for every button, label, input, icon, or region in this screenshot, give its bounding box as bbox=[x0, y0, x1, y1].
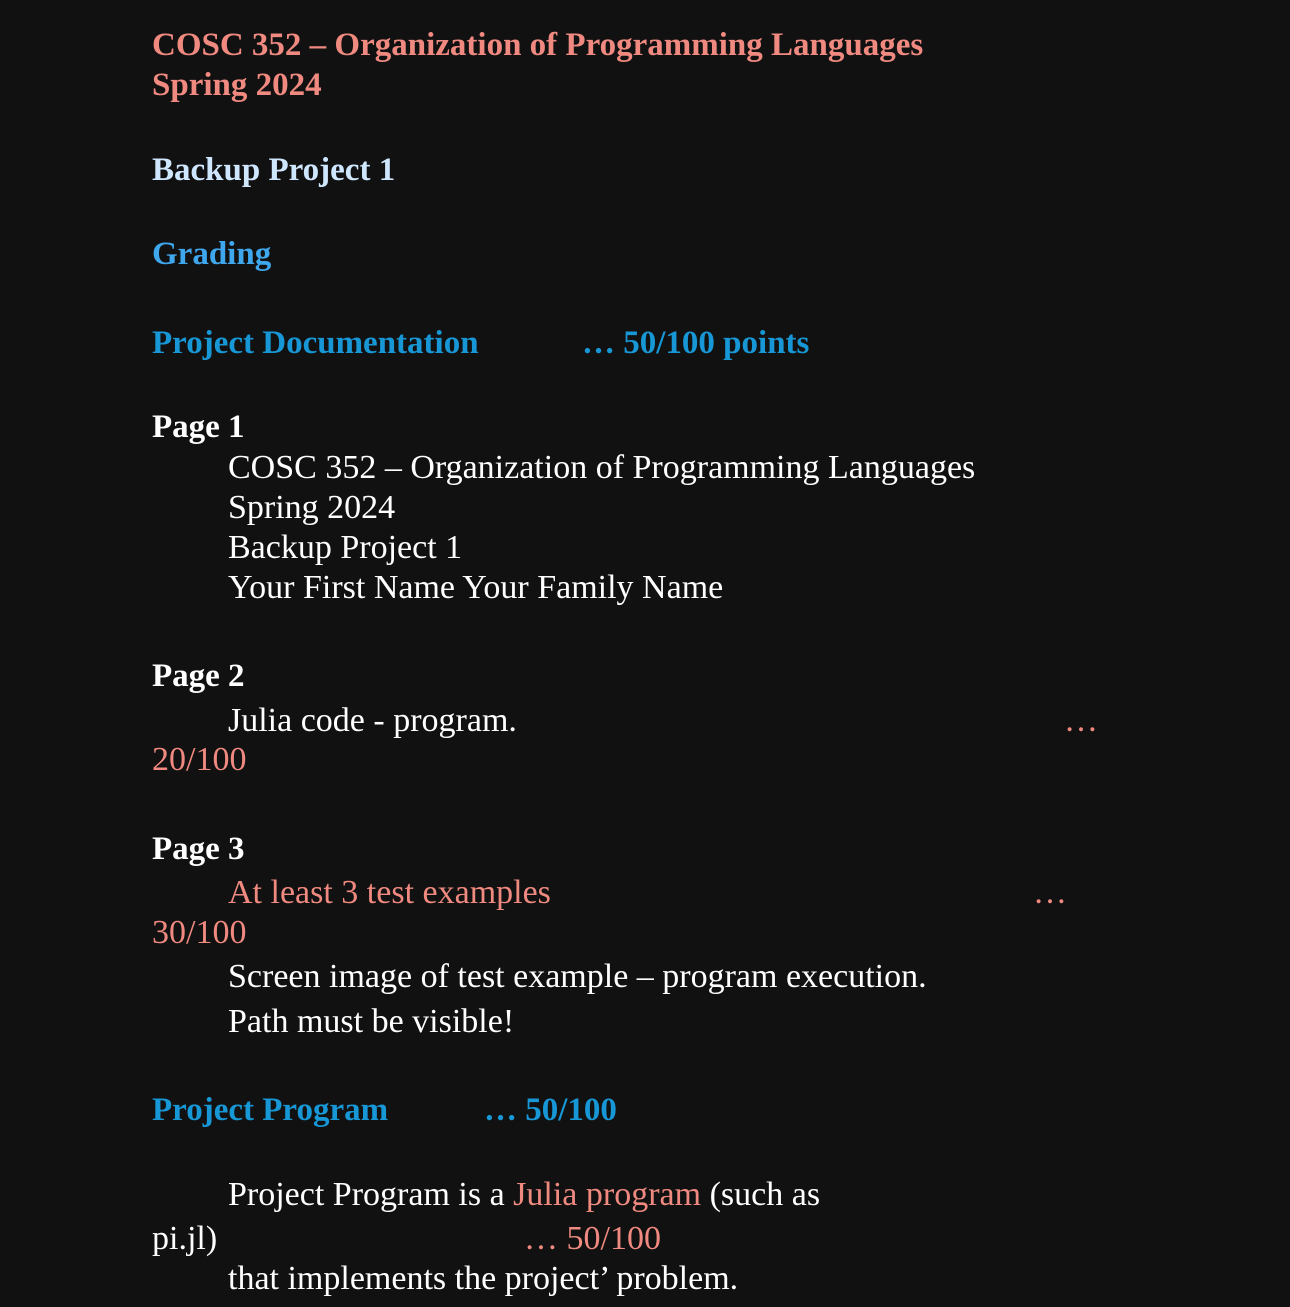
page1-line: Your First Name Your Family Name bbox=[228, 569, 724, 606]
page3-dots: … bbox=[1033, 874, 1067, 911]
program-desc-line2: pi.jl) bbox=[152, 1220, 218, 1257]
program-desc-highlight: Julia program bbox=[513, 1176, 702, 1213]
documentation-points: … 50/100 points bbox=[582, 325, 810, 361]
course-title: COSC 352 – Organization of Programming Languages bbox=[152, 27, 924, 63]
page2-dots: … bbox=[1064, 702, 1098, 739]
program-desc-points: … 50/100 bbox=[524, 1220, 661, 1257]
semester: Spring 2024 bbox=[152, 67, 322, 103]
project-title: Backup Project 1 bbox=[152, 152, 396, 188]
page3-score: 30/100 bbox=[152, 914, 247, 951]
program-heading: Project Program bbox=[152, 1092, 389, 1128]
page3-title: Page 3 bbox=[152, 831, 245, 867]
page2-title: Page 2 bbox=[152, 658, 245, 694]
page1-title: Page 1 bbox=[152, 409, 245, 445]
page3-text: At least 3 test examples bbox=[228, 874, 551, 911]
page2-text: Julia code - program. bbox=[228, 702, 517, 739]
program-desc-prefix: Project Program is a bbox=[228, 1176, 514, 1213]
page3-line: Path must be visible! bbox=[228, 1003, 515, 1040]
page1-line: COSC 352 – Organization of Programming Languages bbox=[228, 449, 976, 486]
page2-score: 20/100 bbox=[152, 741, 247, 778]
program-desc-suffix: (such as bbox=[701, 1176, 821, 1213]
page3-line: Screen image of test example – program execution. bbox=[228, 958, 927, 995]
documentation-heading: Project Documentation bbox=[152, 325, 479, 361]
page1-line: Spring 2024 bbox=[228, 489, 396, 526]
program-points: … 50/100 bbox=[484, 1092, 617, 1128]
page1-line: Backup Project 1 bbox=[228, 529, 463, 566]
grading-heading: Grading bbox=[152, 236, 272, 272]
program-description bbox=[228, 1178, 820, 1212]
program-desc-line3: that implements the project’ problem. bbox=[228, 1260, 739, 1297]
